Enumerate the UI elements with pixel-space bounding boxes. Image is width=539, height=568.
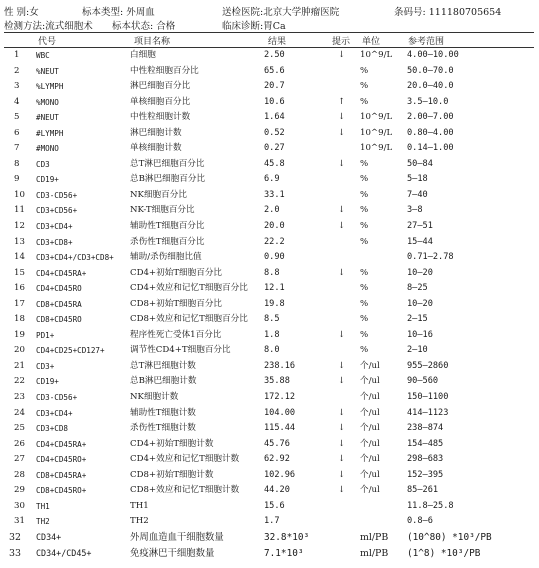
- row-reference-range: 85—261: [407, 485, 439, 496]
- row-unit: 10^9/L: [360, 50, 393, 60]
- row-result: 7.1*10³: [264, 547, 304, 559]
- row-result: 0.52: [264, 127, 285, 138]
- row-flag: ↓: [338, 112, 346, 123]
- row-unit: ml/PB: [360, 531, 389, 543]
- table-row: [0, 483, 539, 499]
- hospital-field: [222, 4, 339, 18]
- row-flag: ↓: [338, 50, 346, 60]
- row-unit: %: [360, 267, 369, 278]
- results-table: [0, 48, 539, 561]
- row-flag: ↓: [338, 221, 346, 232]
- row-code: %NEUT: [36, 66, 59, 76]
- gender-value: 女: [29, 7, 39, 18]
- row-code: CD3+: [36, 361, 55, 371]
- row-result: 0.27: [264, 143, 285, 154]
- row-result: 15.6: [264, 500, 285, 511]
- row-reference-range: 298—683: [407, 454, 444, 465]
- row-number: 20: [14, 345, 25, 356]
- row-item-name: 辅助/杀伤细胞比值: [130, 252, 202, 263]
- row-unit: %: [360, 283, 369, 294]
- method-field: [4, 18, 93, 32]
- table-row: [0, 281, 539, 297]
- row-unit: %: [360, 298, 369, 309]
- row-result: 10.6: [264, 96, 285, 107]
- row-code: CD4+CD25+CD127+: [36, 346, 105, 356]
- row-flag: ↓: [338, 407, 346, 418]
- table-row: [0, 250, 539, 266]
- col-flag: 提示: [332, 37, 351, 47]
- row-code: CD4+CD45RA+: [36, 268, 87, 278]
- row-reference-range: 3.5—10.0: [407, 96, 449, 107]
- row-flag: ↓: [338, 329, 346, 340]
- row-code: CD3+CD8: [36, 424, 69, 434]
- table-row: [0, 468, 539, 484]
- row-unit: 个/ul: [360, 438, 380, 449]
- table-row: [0, 64, 539, 80]
- row-item-name: 辅助性T细胞计数: [130, 407, 196, 418]
- diagnosis-label: 临床诊断:: [222, 21, 264, 32]
- row-reference-range: 0.8—6: [407, 516, 433, 527]
- row-result: 45.8: [264, 158, 285, 169]
- row-number: 11: [14, 205, 25, 216]
- row-reference-range: 0.14—1.00: [407, 143, 454, 154]
- sample-type-field: [82, 4, 155, 18]
- row-result: 62.92: [264, 454, 290, 465]
- row-unit: %: [360, 221, 369, 232]
- row-flag: ↑: [338, 96, 346, 107]
- row-reference-range: 15—44: [407, 236, 433, 247]
- row-number: 1: [14, 50, 20, 60]
- row-number: 4: [14, 96, 20, 107]
- table-row: [0, 266, 539, 282]
- row-unit: %: [360, 158, 369, 169]
- row-result: 1.8: [264, 329, 280, 340]
- row-code: CD34+/CD45+: [36, 547, 92, 558]
- row-code: #NEUT: [36, 113, 59, 123]
- row-item-name: CD8+效应和记忆T细胞百分比: [130, 314, 248, 325]
- method-value: 流式细胞术: [45, 21, 93, 32]
- row-flag: ↓: [338, 469, 346, 480]
- row-flag: ↓: [338, 376, 346, 387]
- row-number: 17: [14, 298, 25, 309]
- row-reference-range: 2—15: [407, 314, 428, 325]
- row-result: 8.5: [264, 314, 280, 325]
- row-unit: %: [360, 329, 369, 340]
- row-result: 33.1: [264, 189, 285, 200]
- table-row: [0, 343, 539, 359]
- row-item-name: 淋巴细胞百分比: [130, 81, 191, 92]
- row-reference-range: 150—1100: [407, 392, 449, 403]
- table-row: [0, 546, 539, 562]
- row-unit: 个/ul: [360, 423, 380, 434]
- row-reference-range: 11.8—25.8: [407, 500, 454, 511]
- row-unit: %: [360, 96, 369, 107]
- row-reference-range: 20.0—40.0: [407, 81, 454, 92]
- row-unit: 个/ul: [360, 469, 380, 480]
- row-reference-range: 414—1123: [407, 407, 449, 418]
- row-result: 6.9: [264, 174, 280, 185]
- diagnosis-value: 胃Ca: [263, 21, 286, 32]
- table-row: [0, 359, 539, 375]
- row-result: 12.1: [264, 283, 285, 294]
- row-item-name: 外周血造血干细胞数量: [130, 531, 224, 543]
- row-item-name: 白细胞: [130, 50, 156, 60]
- row-result: 32.8*10³: [264, 531, 310, 543]
- row-result: 1.7: [264, 516, 280, 527]
- row-number: 29: [14, 485, 25, 496]
- row-number: 5: [14, 112, 20, 123]
- row-code: #MONO: [36, 144, 59, 154]
- table-row: [0, 499, 539, 515]
- row-reference-range: 152—395: [407, 469, 444, 480]
- row-reference-range: 154—485: [407, 438, 444, 449]
- row-reference-range: 0.80—4.00: [407, 127, 454, 138]
- row-code: CD19+: [36, 377, 59, 387]
- row-unit: 个/ul: [360, 485, 380, 496]
- col-result: 结果: [268, 37, 287, 47]
- col-name: 项目名称: [134, 37, 171, 47]
- row-reference-range: 10—16: [407, 329, 433, 340]
- row-code: CD3+CD4+: [36, 408, 73, 418]
- row-number: 8: [14, 158, 20, 169]
- sample-type-label: 标本类型:: [82, 7, 124, 18]
- row-flag: ↓: [338, 423, 346, 434]
- row-result: 20.0: [264, 221, 285, 232]
- row-code: TH2: [36, 517, 50, 527]
- row-reference-range: 238—874: [407, 423, 444, 434]
- table-row: [0, 235, 539, 251]
- row-number: 26: [14, 438, 25, 449]
- row-number: 9: [14, 174, 20, 185]
- gender-field: [4, 4, 39, 18]
- gender-label: 性 别:: [4, 7, 30, 18]
- row-reference-range: 10—20: [407, 298, 433, 309]
- method-label: 检测方法:: [4, 21, 46, 32]
- barcode-label: 条码号:: [394, 7, 426, 18]
- row-number: 30: [14, 500, 25, 511]
- table-row: [0, 126, 539, 142]
- table-row: [0, 48, 539, 64]
- row-result: 238.16: [264, 360, 296, 371]
- row-item-name: 杀伤性T细胞百分比: [130, 236, 205, 247]
- row-unit: %: [360, 345, 369, 356]
- row-result: 22.2: [264, 236, 285, 247]
- status-field: [112, 18, 175, 32]
- col-unit: 单位: [362, 37, 381, 47]
- row-unit: ml/PB: [360, 547, 389, 559]
- row-code: #LYMPH: [36, 128, 64, 138]
- row-item-name: CD8+效应和记忆T细胞计数: [130, 485, 240, 496]
- row-result: 104.00: [264, 407, 296, 418]
- row-reference-range: 50—84: [407, 158, 433, 169]
- row-code: CD8+CD45RO+: [36, 486, 87, 496]
- row-result: 2.50: [264, 50, 285, 60]
- table-row: [0, 219, 539, 235]
- table-row: [0, 110, 539, 126]
- row-number: 16: [14, 283, 25, 294]
- row-reference-range: (10^80) *10³/PB: [407, 531, 492, 543]
- row-result: 172.12: [264, 392, 296, 403]
- row-result: 8.8: [264, 267, 280, 278]
- row-number: 25: [14, 423, 25, 434]
- row-code: CD4+CD45RA+: [36, 439, 87, 449]
- row-result: 2.0: [264, 205, 280, 216]
- row-number: 28: [14, 469, 25, 480]
- table-row: [0, 297, 539, 313]
- table-row: [0, 374, 539, 390]
- row-reference-range: 10—20: [407, 267, 433, 278]
- diagnosis-field: [222, 18, 286, 32]
- hospital-value: 北京大学肿瘤医院: [263, 7, 340, 18]
- row-item-name: 单核细胞百分比: [130, 96, 191, 107]
- row-number: 21: [14, 360, 25, 371]
- row-code: CD3+CD56+: [36, 206, 78, 216]
- row-unit: 个/ul: [360, 360, 380, 371]
- row-item-name: CD8+初始T细胞计数: [130, 469, 214, 480]
- row-result: 115.44: [264, 423, 296, 434]
- row-unit: 10^9/L: [360, 112, 393, 123]
- row-item-name: 总T淋巴细胞计数: [130, 360, 196, 371]
- row-code: CD3+CD4+: [36, 222, 73, 232]
- row-unit: 个/ul: [360, 454, 380, 465]
- row-result: 0.90: [264, 252, 285, 263]
- row-code: CD3-CD56+: [36, 393, 78, 403]
- table-row: [0, 79, 539, 95]
- table-row: [0, 172, 539, 188]
- row-unit: %: [360, 205, 369, 216]
- row-code: %MONO: [36, 97, 59, 107]
- row-reference-range: 2—10: [407, 345, 428, 356]
- table-row: [0, 188, 539, 204]
- row-reference-range: 4.00—10.00: [407, 50, 459, 60]
- row-flag: ↓: [338, 158, 346, 169]
- row-number: 15: [14, 267, 25, 278]
- row-result: 35.88: [264, 376, 290, 387]
- row-reference-range: 5—18: [407, 174, 428, 185]
- row-flag: ↓: [338, 454, 346, 465]
- row-unit: %: [360, 81, 369, 92]
- row-number: 3: [14, 81, 20, 92]
- row-reference-range: 7—40: [407, 189, 428, 200]
- table-row: [0, 421, 539, 437]
- row-result: 19.8: [264, 298, 285, 309]
- table-row: [0, 437, 539, 453]
- row-number: 19: [14, 329, 25, 340]
- row-item-name: NK细胞计数: [130, 392, 179, 403]
- row-code: CD3+CD8+: [36, 237, 73, 247]
- status-label: 标本状态:: [112, 21, 154, 32]
- row-flag: ↓: [338, 360, 346, 371]
- row-flag: ↓: [338, 127, 346, 138]
- table-row: [0, 406, 539, 422]
- row-code: CD3-CD56+: [36, 190, 78, 200]
- barcode-field: [394, 4, 501, 18]
- row-code: CD8+CD45RA: [36, 299, 82, 309]
- row-number: 14: [14, 252, 25, 263]
- row-reference-range: 955—2860: [407, 360, 449, 371]
- row-reference-range: 50.0—70.0: [407, 65, 454, 76]
- row-code: CD3: [36, 159, 50, 169]
- row-code: CD8+CD45RO: [36, 315, 82, 325]
- row-code: CD4+CD45RO+: [36, 455, 87, 465]
- row-item-name: NK-T细胞百分比: [130, 205, 195, 216]
- row-item-name: 程序性死亡受体1百分比: [130, 329, 222, 340]
- row-item-name: 中性粒细胞百分比: [130, 65, 199, 76]
- row-item-name: CD8+初始T细胞百分比: [130, 298, 223, 309]
- row-unit: %: [360, 189, 369, 200]
- table-row: [0, 514, 539, 530]
- row-item-name: 总T淋巴细胞百分比: [130, 158, 205, 169]
- row-code: CD19+: [36, 175, 59, 185]
- row-reference-range: 2.00—7.00: [407, 112, 454, 123]
- row-result: 20.7: [264, 81, 285, 92]
- row-result: 8.0: [264, 345, 280, 356]
- row-flag: ↓: [338, 438, 346, 449]
- row-number: 24: [14, 407, 25, 418]
- table-row: [0, 390, 539, 406]
- row-item-name: 杀伤性T细胞计数: [130, 423, 196, 434]
- hospital-label: 送检医院:: [222, 7, 264, 18]
- row-code: PD1+: [36, 330, 55, 340]
- row-reference-range: 3—8: [407, 205, 423, 216]
- row-item-name: CD4+初始T细胞计数: [130, 438, 214, 449]
- row-item-name: TH2: [130, 516, 149, 527]
- row-code: %LYMPH: [36, 82, 64, 92]
- table-row: [0, 141, 539, 157]
- row-item-name: 辅助性T细胞百分比: [130, 221, 205, 232]
- row-item-name: 中性粒细胞计数: [130, 112, 191, 123]
- table-row: [0, 452, 539, 468]
- row-item-name: 免疫淋巴干细胞数量: [130, 547, 215, 559]
- row-number: 32: [9, 531, 21, 543]
- row-number: 6: [14, 127, 20, 138]
- row-number: 33: [9, 547, 21, 559]
- row-item-name: CD4+效应和记忆T细胞计数: [130, 454, 240, 465]
- row-flag: ↓: [338, 267, 346, 278]
- row-code: CD34+: [36, 531, 62, 542]
- header-line-2: [4, 18, 534, 31]
- row-number: 7: [14, 143, 20, 154]
- row-code: CD3+CD4+/CD3+CD8+: [36, 253, 114, 263]
- row-unit: %: [360, 174, 369, 185]
- row-reference-range: 27—51: [407, 221, 433, 232]
- table-row: [0, 530, 539, 546]
- table-row: [0, 157, 539, 173]
- row-code: WBC: [36, 51, 50, 60]
- row-reference-range: (1^8) *10³/PB: [407, 547, 481, 559]
- row-unit: %: [360, 236, 369, 247]
- col-ref: 参考范围: [408, 37, 445, 47]
- row-result: 65.6: [264, 65, 285, 76]
- row-result: 45.76: [264, 438, 290, 449]
- row-flag: ↓: [338, 485, 346, 496]
- row-item-name: 总B淋巴细胞百分比: [130, 174, 206, 185]
- row-number: 2: [14, 65, 20, 76]
- row-code: CD8+CD45RA+: [36, 470, 87, 480]
- top-rule: [4, 32, 534, 33]
- row-number: 12: [14, 221, 25, 232]
- table-row: [0, 203, 539, 219]
- col-code: 代号: [38, 37, 57, 47]
- column-header-row: [0, 34, 539, 47]
- table-row: [0, 328, 539, 344]
- row-code: CD4+CD45RO: [36, 284, 82, 294]
- row-number: 18: [14, 314, 25, 325]
- row-number: 27: [14, 454, 25, 465]
- row-unit: %: [360, 65, 369, 76]
- row-unit: 个/ul: [360, 376, 380, 387]
- row-number: 31: [14, 516, 25, 527]
- sample-type-value: 外周血: [126, 7, 155, 18]
- row-result: 1.64: [264, 112, 285, 123]
- barcode-value: 111180705654: [428, 7, 502, 18]
- row-code: TH1: [36, 501, 50, 511]
- row-item-name: 单核细胞计数: [130, 143, 182, 154]
- row-item-name: 总B淋巴细胞计数: [130, 376, 197, 387]
- row-item-name: CD4+初始T细胞百分比: [130, 267, 223, 278]
- row-item-name: 淋巴细胞计数: [130, 127, 182, 138]
- status-value: 合格: [156, 21, 176, 32]
- row-item-name: TH1: [130, 500, 149, 511]
- row-item-name: CD4+效应和记忆T细胞百分比: [130, 283, 248, 294]
- row-item-name: 调节性CD4+T细胞百分比: [130, 345, 231, 356]
- row-number: 22: [14, 376, 25, 387]
- table-row: [0, 312, 539, 328]
- row-unit: 10^9/L: [360, 143, 393, 154]
- header-line-1: [4, 4, 534, 17]
- row-result: 44.20: [264, 485, 290, 496]
- row-unit: 10^9/L: [360, 127, 393, 138]
- row-reference-range: 0.71—2.78: [407, 252, 454, 263]
- row-unit: 个/ul: [360, 392, 380, 403]
- row-item-name: NK细胞百分比: [130, 189, 187, 200]
- row-number: 23: [14, 392, 25, 403]
- row-reference-range: 90—560: [407, 376, 439, 387]
- row-result: 102.96: [264, 469, 296, 480]
- row-unit: 个/ul: [360, 407, 380, 418]
- row-number: 10: [14, 189, 25, 200]
- row-unit: %: [360, 314, 369, 325]
- table-row: [0, 95, 539, 111]
- row-flag: ↓: [338, 205, 346, 216]
- row-reference-range: 8—25: [407, 283, 428, 294]
- row-number: 13: [14, 236, 25, 247]
